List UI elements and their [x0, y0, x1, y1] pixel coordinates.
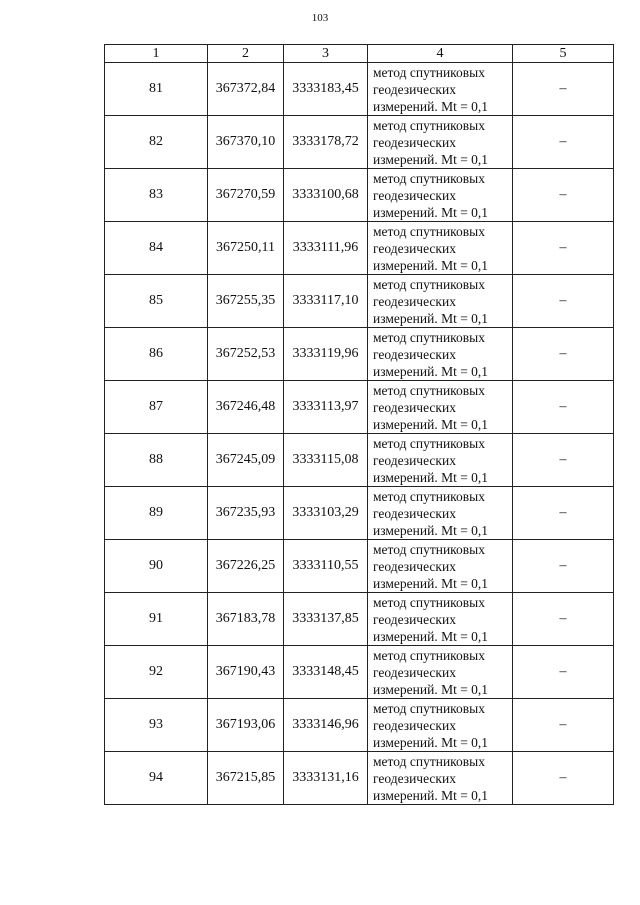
x-coordinate-cell: 367193,06: [208, 699, 284, 752]
method-line: геодезических: [373, 240, 456, 256]
table-row: [105, 63, 614, 116]
point-number-cell: 94: [105, 752, 208, 805]
y-coordinate-cell: 3333111,96: [284, 222, 368, 275]
x-coordinate-cell: 367215,85: [208, 752, 284, 805]
header-col-4: 4: [368, 45, 513, 63]
method-line: измерений. Mt = 0,1: [373, 787, 489, 803]
note-cell: –: [513, 275, 614, 328]
table-row: [105, 275, 614, 328]
method-line: геодезических: [373, 399, 456, 415]
method-line: геодезических: [373, 505, 456, 521]
point-number-cell: 89: [105, 487, 208, 540]
y-coordinate-cell: 3333178,72: [284, 116, 368, 169]
note-cell: –: [513, 540, 614, 593]
header-col-1: 1: [105, 45, 208, 63]
x-coordinate-cell: 367372,84: [208, 63, 284, 116]
method-line: метод спутниковых: [373, 117, 485, 133]
method-cell: [368, 222, 513, 275]
table-row: [105, 169, 614, 222]
method-line: измерений. Mt = 0,1: [373, 363, 489, 379]
x-coordinate-cell: 367255,35: [208, 275, 284, 328]
method-cell: [368, 328, 513, 381]
method-line: метод спутниковых: [373, 329, 485, 345]
method-line: метод спутниковых: [373, 753, 485, 769]
method-cell: [368, 487, 513, 540]
method-cell: [368, 434, 513, 487]
table-row: [105, 222, 614, 275]
note-cell: –: [513, 63, 614, 116]
point-number-cell: 91: [105, 593, 208, 646]
method-line: метод спутниковых: [373, 647, 485, 663]
note-cell: –: [513, 169, 614, 222]
method-line: геодезических: [373, 558, 456, 574]
method-line: измерений. Mt = 0,1: [373, 681, 489, 697]
table-body: [105, 63, 614, 805]
point-number-cell: 88: [105, 434, 208, 487]
point-number-cell: 86: [105, 328, 208, 381]
method-line: метод спутниковых: [373, 488, 485, 504]
table-row: [105, 328, 614, 381]
point-number-cell: 85: [105, 275, 208, 328]
method-line: измерений. Mt = 0,1: [373, 257, 489, 273]
method-line: измерений. Mt = 0,1: [373, 628, 489, 644]
method-cell: [368, 646, 513, 699]
method-line: геодезических: [373, 611, 456, 627]
y-coordinate-cell: 3333117,10: [284, 275, 368, 328]
method-line: измерений. Mt = 0,1: [373, 204, 489, 220]
method-line: измерений. Mt = 0,1: [373, 98, 489, 114]
method-cell: [368, 275, 513, 328]
point-number-cell: 92: [105, 646, 208, 699]
x-coordinate-cell: 367370,10: [208, 116, 284, 169]
table-row: [105, 381, 614, 434]
x-coordinate-cell: 367183,78: [208, 593, 284, 646]
y-coordinate-cell: 3333110,55: [284, 540, 368, 593]
y-coordinate-cell: 3333148,45: [284, 646, 368, 699]
method-line: измерений. Mt = 0,1: [373, 575, 489, 591]
y-coordinate-cell: 3333103,29: [284, 487, 368, 540]
note-cell: –: [513, 381, 614, 434]
table-row: [105, 540, 614, 593]
note-cell: –: [513, 646, 614, 699]
header-col-2: 2: [208, 45, 284, 63]
x-coordinate-cell: 367190,43: [208, 646, 284, 699]
x-coordinate-cell: 367235,93: [208, 487, 284, 540]
method-line: геодезических: [373, 452, 456, 468]
method-line: измерений. Mt = 0,1: [373, 416, 489, 432]
method-line: геодезических: [373, 717, 456, 733]
method-line: метод спутниковых: [373, 223, 485, 239]
point-number-cell: 83: [105, 169, 208, 222]
y-coordinate-cell: 3333119,96: [284, 328, 368, 381]
method-line: метод спутниковых: [373, 276, 485, 292]
method-line: измерений. Mt = 0,1: [373, 469, 489, 485]
method-cell: [368, 540, 513, 593]
method-line: метод спутниковых: [373, 541, 485, 557]
y-coordinate-cell: 3333146,96: [284, 699, 368, 752]
method-line: метод спутниковых: [373, 700, 485, 716]
method-line: измерений. Mt = 0,1: [373, 310, 489, 326]
x-coordinate-cell: 367245,09: [208, 434, 284, 487]
method-cell: [368, 593, 513, 646]
y-coordinate-cell: 3333131,16: [284, 752, 368, 805]
point-number-cell: 82: [105, 116, 208, 169]
point-number-cell: 93: [105, 699, 208, 752]
x-coordinate-cell: 367250,11: [208, 222, 284, 275]
method-line: метод спутниковых: [373, 382, 485, 398]
header-col-5: 5: [513, 45, 614, 63]
point-number-cell: 90: [105, 540, 208, 593]
page-number: 103: [311, 12, 329, 24]
method-line: измерений. Mt = 0,1: [373, 734, 489, 750]
method-cell: [368, 63, 513, 116]
method-line: геодезических: [373, 134, 456, 150]
method-line: метод спутниковых: [373, 64, 485, 80]
x-coordinate-cell: 367270,59: [208, 169, 284, 222]
note-cell: –: [513, 593, 614, 646]
method-line: геодезических: [373, 346, 456, 362]
x-coordinate-cell: 367246,48: [208, 381, 284, 434]
y-coordinate-cell: 3333113,97: [284, 381, 368, 434]
method-line: геодезических: [373, 293, 456, 309]
table-row: [105, 699, 614, 752]
coordinates-table: [104, 44, 614, 805]
table-row: [105, 434, 614, 487]
method-cell: [368, 699, 513, 752]
note-cell: –: [513, 699, 614, 752]
y-coordinate-cell: 3333100,68: [284, 169, 368, 222]
method-cell: [368, 116, 513, 169]
y-coordinate-cell: 3333137,85: [284, 593, 368, 646]
header-col-3: 3: [284, 45, 368, 63]
note-cell: –: [513, 116, 614, 169]
point-number-cell: 81: [105, 63, 208, 116]
method-line: метод спутниковых: [373, 594, 485, 610]
method-line: измерений. Mt = 0,1: [373, 522, 489, 538]
method-line: геодезических: [373, 187, 456, 203]
method-line: измерений. Mt = 0,1: [373, 151, 489, 167]
method-line: геодезических: [373, 664, 456, 680]
x-coordinate-cell: 367226,25: [208, 540, 284, 593]
table-header-row: [105, 45, 614, 63]
note-cell: –: [513, 752, 614, 805]
table-row: [105, 487, 614, 540]
point-number-cell: 87: [105, 381, 208, 434]
table-row: [105, 116, 614, 169]
point-number-cell: 84: [105, 222, 208, 275]
table-row: [105, 752, 614, 805]
y-coordinate-cell: 3333183,45: [284, 63, 368, 116]
y-coordinate-cell: 3333115,08: [284, 434, 368, 487]
method-line: метод спутниковых: [373, 435, 485, 451]
x-coordinate-cell: 367252,53: [208, 328, 284, 381]
method-cell: [368, 752, 513, 805]
method-cell: [368, 169, 513, 222]
note-cell: –: [513, 222, 614, 275]
note-cell: –: [513, 434, 614, 487]
method-line: метод спутниковых: [373, 170, 485, 186]
note-cell: –: [513, 487, 614, 540]
note-cell: –: [513, 328, 614, 381]
method-line: геодезических: [373, 770, 456, 786]
method-cell: [368, 381, 513, 434]
table-row: [105, 646, 614, 699]
table-row: [105, 593, 614, 646]
method-line: геодезических: [373, 81, 456, 97]
